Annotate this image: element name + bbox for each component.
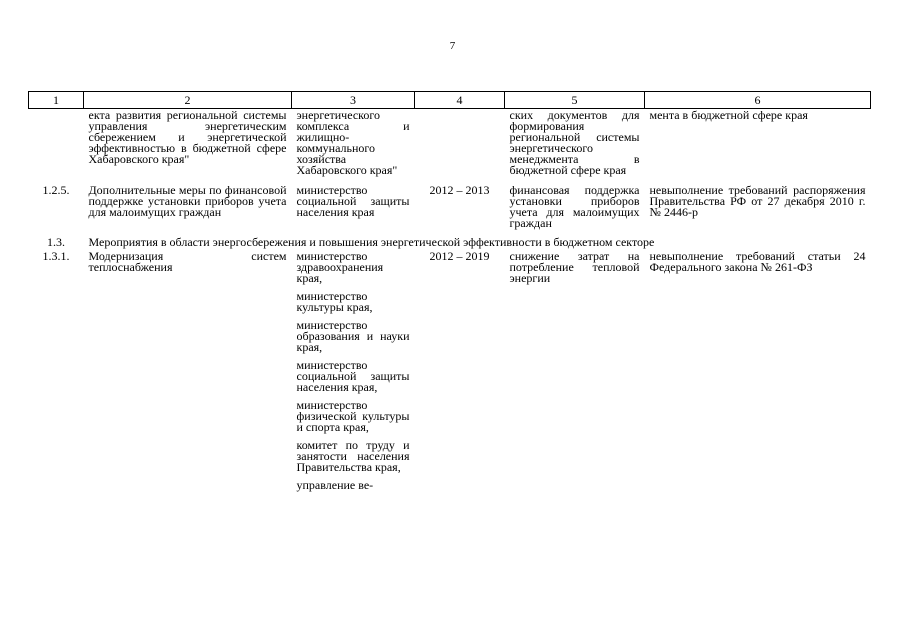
column-header-6: 6 [645, 92, 871, 109]
executor-list-cell [292, 251, 415, 491]
executor-cell: министерство социальной защиты населения края [296, 183, 410, 219]
measures-table [28, 91, 871, 491]
row-number: 1.2.5. [42, 183, 70, 197]
executor-item: министерство социальной защиты населения края, [296, 358, 410, 394]
column-header-4: 4 [415, 92, 505, 109]
column-numbers-row [29, 92, 871, 109]
table-row [29, 251, 871, 491]
period-cell: 2012 – 2013 [429, 183, 490, 197]
executor-item: министерство культуры края, [296, 289, 373, 314]
result-cell: снижение затрат на потребление тепловой энергии [509, 249, 640, 285]
column-header-2: 2 [84, 92, 292, 109]
consequence-cell: невыполнение требований распоряжения Правительства РФ от 27 декабря 2010 г. № 2446-р [649, 183, 866, 219]
period-cell: 2012 – 2019 [429, 249, 490, 263]
executor-item: министерство физической культуры и спорта края, [296, 398, 410, 434]
result-cell: финансовая поддержка установки приборов учета для малоимущих граждан [509, 183, 640, 230]
column-header-1: 1 [29, 92, 84, 109]
column-header-3: 3 [292, 92, 415, 109]
continuation-row [29, 109, 871, 186]
row-number: 1.3.1. [42, 249, 70, 263]
measure-name: Модернизация систем теплоснабжения [88, 249, 287, 274]
executor-item: министерство здравоохранения края, [296, 249, 384, 285]
page-number: 7 [449, 40, 456, 52]
executor-item: управление ве- [296, 478, 374, 492]
continuation-num-cell [29, 109, 84, 186]
executor-item: министерство образования и науки края, [296, 318, 410, 354]
section-number: 1.3. [47, 235, 65, 249]
column-header-5: 5 [505, 92, 645, 109]
continuation-period-cell [415, 109, 505, 186]
table-row [29, 185, 871, 235]
section-title: Мероприятия в области энергосбережения и повышения энергетической эффективности в бюджетном секторе [88, 235, 655, 249]
measure-name: Дополнительные меры по финансовой поддержке установки приборов учета для малоимущих граждан [88, 183, 287, 219]
continuation-executor-cell: энергетического комплекса и жилищно-коммунального хозяйства Хабаровского края" [296, 108, 410, 177]
continuation-result-cell: ских документов для формирования региональной системы энергетического менеджмента в бюджетной сфере края [509, 108, 640, 177]
executor-item: комитет по труду и занятости населения Правительства края, [296, 438, 410, 474]
continuation-consequence-cell: мента в бюджетной сфере края [649, 108, 808, 122]
continuation-name-cell: екта развития региональной системы управления энергетическим сбережением и энергетической эффективностью в бюджетной сфере Хабаровского края" [88, 108, 287, 166]
consequence-cell: невыполнение требований статьи 24 Федерального закона № 261-ФЗ [649, 249, 866, 274]
